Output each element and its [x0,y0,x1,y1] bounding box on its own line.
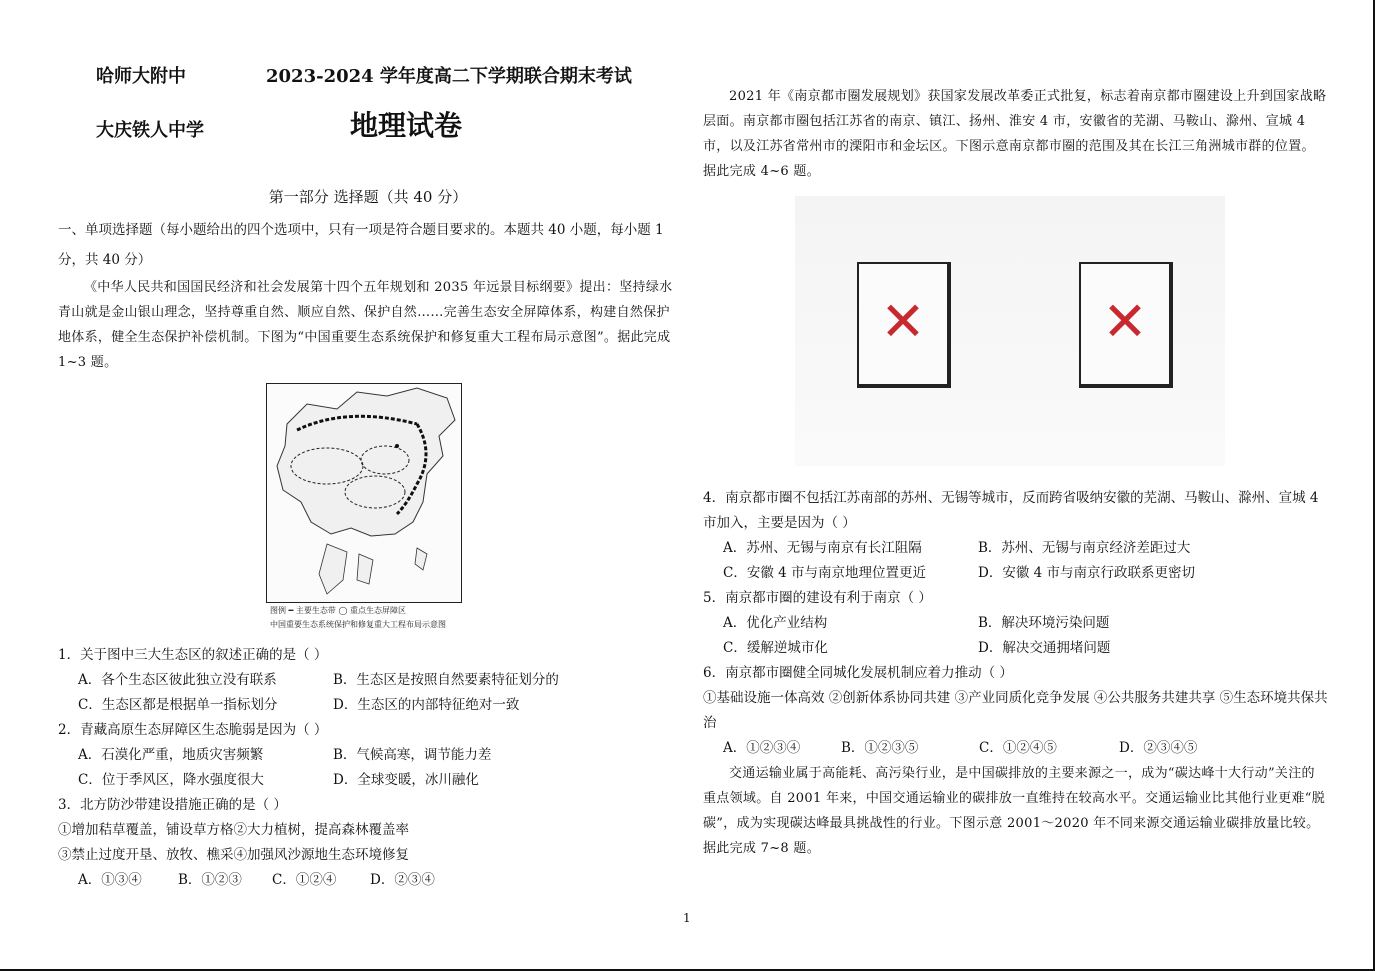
option-a[interactable]: A．①③④ [78,872,142,888]
option-a[interactable]: A．优化产业结构 [723,615,828,631]
option-d[interactable]: D．生态区的内部特征绝对一致 [333,697,520,713]
question-3 [58,793,678,893]
school-name-1: 哈师大附中 [96,66,186,87]
map-caption: 中国重要生态系统保护和修复重大工程布局示意图 [270,620,446,629]
option-a[interactable]: A．①②③④ [723,740,801,756]
option-d[interactable]: D．②③④ [370,872,435,888]
options [703,536,1328,586]
question-5 [703,586,1328,661]
question-stem: 1．关于图中三大生态区的叙述正确的是（ ） [58,647,328,663]
error-x-icon: ✕ [1102,290,1148,353]
option-b[interactable]: B．生态区是按照自然要素特征划分的 [333,672,559,688]
question-2 [58,718,678,793]
statement-line: ③禁止过度开垦、放牧、樵采④加强风沙源地生态环境修复 [58,847,409,863]
option-b[interactable]: B．气候高寒，调节能力差 [333,747,492,763]
passage-1: 《中华人民共和国国民经济和社会发展第十四个五年规划和 2035 年远景目标纲要》提出：坚持绿水青山就是金山银山理念，坚持尊重自然、顺应自然、保护自然……完善生态安全屏障体系，构建自然保护地体系，健全生态保护补偿机制。下图为“中国重要生态系统保护和修复重大工程布局示意图”。据此完成 1~3 题。 [58,280,673,370]
statement-line: ①基础设施一体高效 ②创新体系协同共建 ③产业同质化竞争发展 ④公共服务共建共享 ⑤生态环境共保共治 [703,690,1328,731]
question-stem: 4．南京都市圈不包括江苏南部的苏州、无锡等城市，反而跨省吸纳安徽的芜湖、马鞍山、滁州、宣城 4 市加入，主要是因为（ ） [703,490,1319,531]
option-c[interactable]: C．①②④⑤ [979,740,1057,756]
subject-title: 地理试卷 [350,109,463,142]
question-4 [703,486,1328,586]
error-x-icon: ✕ [880,290,926,353]
page-number: 1 [683,911,691,925]
options [703,611,1328,661]
option-d[interactable]: D．②③④⑤ [1119,740,1198,756]
left-column [58,58,678,893]
question-1 [58,643,678,718]
option-b[interactable]: B．①②③ [178,872,242,888]
broken-image-icon [857,262,951,388]
options [703,736,1328,761]
option-a[interactable]: A．各个生态区彼此独立没有联系 [78,672,277,688]
question-stem: 2．青藏高原生态屏障区生态脆弱是因为（ ） [58,722,328,738]
right-column [703,84,1328,861]
option-c[interactable]: C．生态区都是根据单一指标划分 [78,697,278,713]
options [58,868,678,893]
option-b[interactable]: B．解决环境污染问题 [978,615,1110,631]
option-c[interactable]: C．①②④ [272,872,337,888]
option-c[interactable]: C．位于季风区，降水强度很大 [78,772,264,788]
option-b[interactable]: B．苏州、无锡与南京经济差距过大 [978,540,1191,556]
question-stem: 5．南京都市圈的建设有利于南京（ ） [703,590,932,606]
question-6 [703,661,1328,761]
question-stem: 6．南京都市圈健全同城化发展机制应着力推动（ ） [703,665,1013,681]
map-legend: 图例 ━ 主要生态带 ◯ 重点生态屏障区 [270,606,406,615]
passage-2: 2021 年《南京都市圈发展规划》获国家发展改革委正式批复，标志着南京都市圈建设上升到国家战略层面。南京都市圈包括江苏省的南京、镇江、扬州、淮安 4 市，安徽省的芜湖、马鞍山、滁州、宣城 4 市，以及江苏省常州市的溧阳市和金坛区。下图示意南京都市圈的范围及其在长江三角洲城市群的位置。据此完成 4~6 题。 [703,89,1327,179]
options [58,668,678,718]
statement-line: ①增加秸草覆盖，铺设草方格②大力植树，提高森林覆盖率 [58,822,409,838]
section-title: 第一部分 选择题（共 40 分） [268,188,468,206]
passage-3: 交通运输业属于高能耗、高污染行业，是中国碳排放的主要来源之一，成为“碳达峰十大行动”关注的重点领域。自 2001 年来，中国交通运输业的碳排放一直维持在较高水平。交通运输业比其他行业更难“脱碳”，成为实现碳达峰最具挑战性的行业。下图示意 2001～2020 年不同来源交通运输业碳排放量比较。据此完成 7~8 题。 [703,766,1325,856]
school-name-2: 大庆铁人中学 [96,120,204,141]
option-a[interactable]: A．苏州、无锡与南京有长江阻隔 [723,540,922,556]
option-c[interactable]: C．缓解逆城市化 [723,640,828,656]
option-c[interactable]: C．安徽 4 市与南京地理位置更近 [723,565,927,581]
china-map-graphic [267,384,461,602]
question-stem: 3．北方防沙带建设措施正确的是（ ） [58,797,287,813]
nanjing-metro-figure [795,196,1225,466]
option-a[interactable]: A．石漠化严重，地质灾害频繁 [78,747,264,763]
option-d[interactable]: D．安徽 4 市与南京行政联系更密切 [978,565,1195,581]
option-d[interactable]: D．解决交通拥堵问题 [978,640,1111,656]
option-d[interactable]: D．全球变暖，冰川融化 [333,772,479,788]
broken-image-icon [1079,262,1173,388]
exam-header [58,58,678,178]
option-b[interactable]: B．①②③⑤ [841,740,919,756]
section-instruction: 一、单项选择题（每小题给出的四个选项中，只有一项是符合题目要求的。本题共 40 小题，每小题 1 分，共 40 分） [58,222,664,268]
china-map [266,383,462,603]
ecological-map-figure [266,383,462,633]
options [58,743,678,793]
exam-title: 2023-2024 学年度高二下学期联合期末考试 [266,66,632,87]
